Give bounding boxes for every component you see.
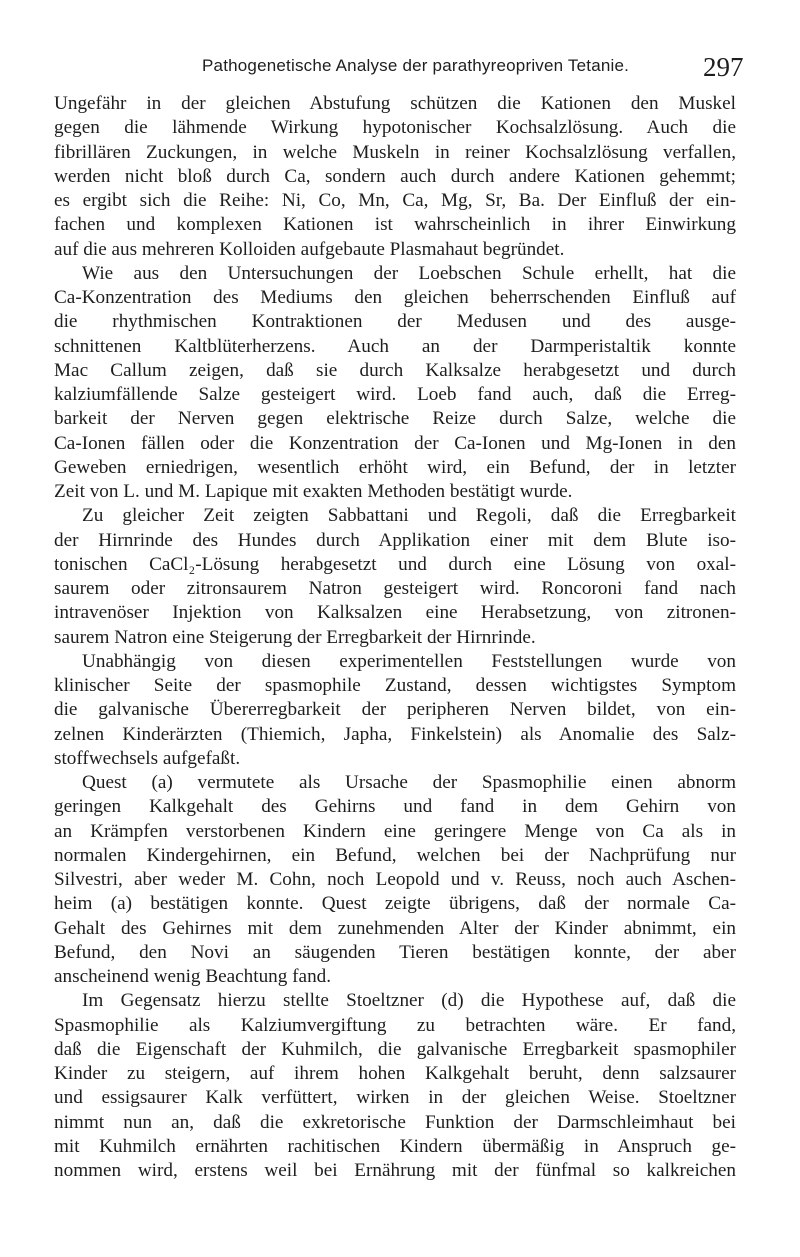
text-line: es ergibt sich die Reihe: Ni, Co, Mn, Ca, Mg, Sr, Ba. Der Einfluß der ein- [54,190,736,211]
text-line: fibrillären Zuckungen, in welche Muskeln in reiner Kochsalzlösung verfallen, [54,141,736,163]
text-line: nimmt nun an, daß die exkretorische Funktion der Darmschleimhaut bei [54,1111,736,1133]
running-title: Pathogenetische Analyse der parathyreopriven Tetanie. [202,56,630,75]
text-line: Silvestri, aber weder M. Cohn, noch Leopold und v. Reuss, noch auch Aschen- [54,869,736,890]
text-line: werden nicht bloß durch Ca, sondern auch durch andere Kationen gehemmt; [54,165,736,187]
text-line: Ca-Konzentration des Mediums den gleichen beherrschenden Einfluß auf [54,287,736,308]
text-line: heim (a) bestätigen konnte. Quest zeigte übrigens, daß der normale Ca- [54,893,736,915]
text-line: Spasmophilie als Kalziumvergiftung zu betrachten wäre. Er fand, [54,1014,736,1036]
page-header [0,52,800,82]
text-line: die rhythmischen Kontraktionen der Medusen und des ausge- [54,311,736,333]
text-line: geringen Kalkgehalt des Gehirns und fand in dem Gehirn von [54,796,736,818]
text-line: Zu gleicher Zeit zeigten Sabbattani und Regoli, daß die Erregbarkeit [82,505,736,527]
text-line: gegen die lähmende Wirkung hypotonischer Kochsalzlösung. Auch die [54,117,736,139]
text-line: Ca-Ionen fällen oder die Konzentration der Ca-Ionen und Mg-Ionen in den [54,432,736,454]
text-line: barkeit der Nerven gegen elektrische Reize durch Salze, welche die [54,408,736,430]
text-line: Im Gegensatz hierzu stellte Stoeltzner (d) die Hypothese auf, daß die [82,990,736,1012]
text-line: Mac Callum zeigen, daß sie durch Kalksalze herabgesetzt und durch [54,359,736,381]
text-line: schnittenen Kaltblüterherzens. Auch an der Darmperistaltik konnte [54,335,736,357]
text-line: Befund, den Novi an säugenden Tieren bestätigen konnte, der aber [54,941,736,963]
text-line: die galvanische Übererregbarkeit der peripheren Nerven bildet, von ein- [54,699,736,721]
text-line: zelnen Kinderärzten (Thiemich, Japha, Finkelstein) als Anomalie des Salz- [54,723,736,745]
text-line: klinischer Seite der spasmophile Zustand, dessen wichtigstes Symptom [54,675,736,696]
text-line: kalziumfällende Salze gesteigert wird. Loeb fand auch, daß die Erreg- [54,384,736,405]
text-line: Quest (a) vermutete als Ursache der Spasmophilie einen abnorm [82,772,736,793]
text-line: anscheinend wenig Beachtung fand. [54,966,332,987]
text-line: mit Kuhmilch ernährten rachitischen Kindern übermäßig in Anspruch ge- [54,1135,736,1157]
text-line: Unabhängig von diesen experimentellen Feststellungen wurde von [82,650,736,672]
text-line: normalen Kindergehirnen, ein Befund, welchen bei der Nachprüfung nur [54,844,736,866]
text-line: saurem oder zitronsaurem Natron gesteigert wird. Roncoroni fand nach [54,578,736,599]
text-line: Zeit von L. und M. Lapique mit exakten Methoden bestätigt wurde. [54,481,573,502]
text-line: Kinder zu steigern, auf ihrem hohen Kalkgehalt beruht, denn salzsaurer [54,1063,736,1084]
text-line: auf die aus mehreren Kolloiden aufgebaute Plasmahaut begründet. [54,238,565,260]
text-line: der Hirnrinde des Hundes durch Applikation einer mit dem Blute iso- [54,529,736,551]
text-line: Ungefähr in der gleichen Abstufung schützen die Kationen den Muskel [54,93,736,114]
text-line: nommen wird, erstens weil bei Ernährung mit der fünfmal so kalkreichen [54,1160,736,1181]
text-line: und essigsaurer Kalk verfüttert, wirken in der gleichen Weise. Stoeltzner [54,1087,736,1109]
text-line: an Krämpfen verstorbenen Kindern eine geringere Menge von Ca als in [54,820,736,842]
text-line: stoffwechsels aufgefaßt. [54,747,241,769]
text-line: Wie aus den Untersuchungen der Loebschen Schule erhellt, hat die [82,262,736,284]
text-line: Geweben erniedrigen, wesentlich erhöht wird, ein Befund, der in letzter [54,456,736,478]
text-line: intravenöser Injektion von Kalksalzen eine Herabsetzung, von zitronen- [54,602,736,624]
text-line: daß die Eigenschaft der Kuhmilch, die galvanische Erregbarkeit spasmophiler [54,1038,736,1060]
body-text [54,92,736,1183]
text-line: Gehalt des Gehirnes mit dem zunehmenden Alter der Kinder abnimmt, ein [54,917,736,939]
text-line: fachen und komplexen Kationen ist wahrscheinlich in ihrer Einwirkung [54,214,736,236]
page-number: 297 [703,52,744,82]
text-line: tonischen CaCl₂-Lösung herabgesetzt und durch eine Lösung von oxal- [54,553,736,575]
text-line: saurem Natron eine Steigerung der Erregbarkeit der Hirnrinde. [54,626,536,648]
